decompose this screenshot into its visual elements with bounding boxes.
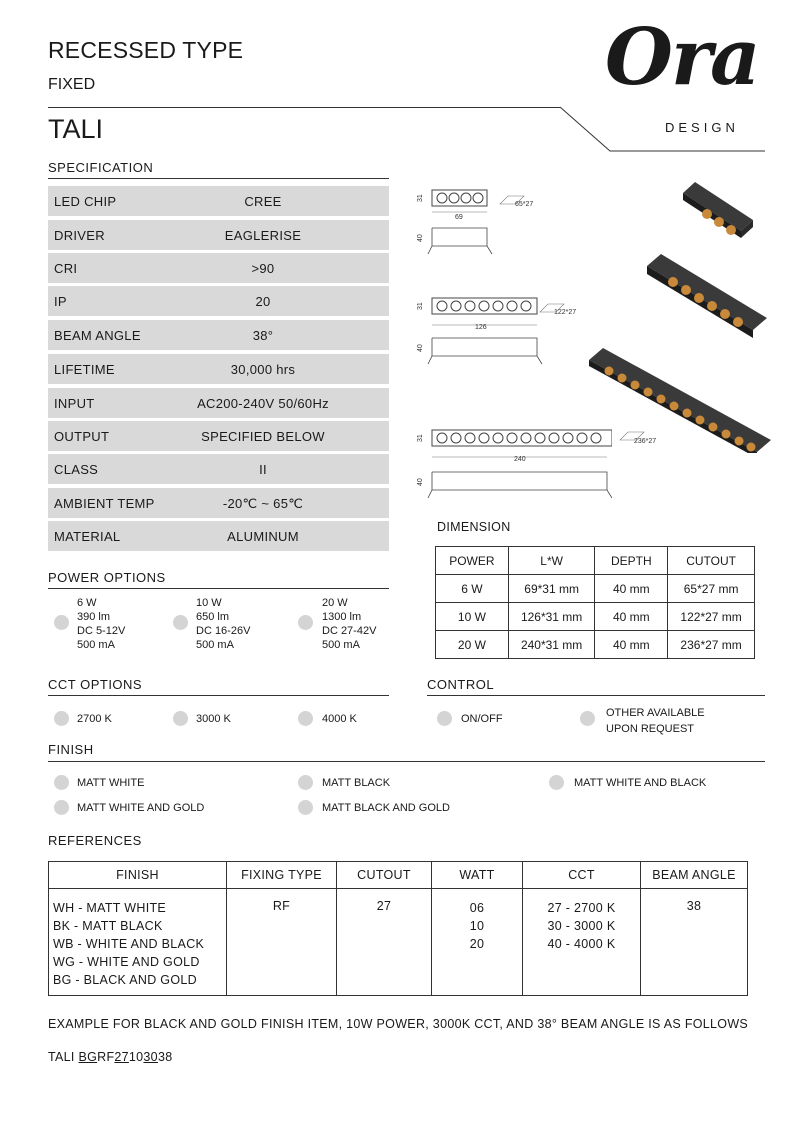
drawing-10w	[417, 298, 576, 364]
finish-matt-white-label: MATT WHITE	[77, 777, 145, 789]
finish-white-black-label: MATT WHITE AND BLACK	[574, 777, 707, 789]
references-cct-line: 40 - 4000 K	[547, 937, 616, 951]
spec-label: BEAM ANGLE	[54, 328, 141, 343]
cct-4000k-label: 4000 K	[322, 713, 357, 725]
dimension-header: DEPTH	[595, 547, 668, 575]
references-finish-cell	[49, 889, 227, 996]
references-header: BEAM ANGLE	[641, 862, 748, 889]
power-voltage: DC 5-12V	[77, 625, 126, 637]
example-code-prefix: TALI	[48, 1050, 79, 1064]
dimension-table	[435, 546, 755, 659]
drawing-height-6w: 31	[417, 194, 424, 202]
dimension-heading: DIMENSION	[437, 520, 511, 534]
references-finish-line: BG - BLACK AND GOLD	[53, 973, 197, 987]
references-finish-line: WB - WHITE AND BLACK	[53, 937, 205, 951]
power-watt: 6 W	[77, 597, 97, 609]
product-renders	[585, 178, 780, 453]
spec-value: II	[259, 462, 267, 477]
references-header: FIXING TYPE	[227, 862, 337, 889]
dimension-cell: 40 mm	[595, 631, 668, 659]
spec-row	[48, 454, 389, 484]
example-code-cct: 30	[143, 1050, 158, 1064]
references-table	[48, 861, 748, 996]
references-header: FINISH	[49, 862, 227, 889]
control-onoff-label: ON/OFF	[461, 713, 503, 725]
drawing-cutout-10w: 122*27	[554, 309, 577, 316]
spec-label: CLASS	[54, 462, 99, 477]
spec-row	[48, 186, 389, 216]
spec-row	[48, 421, 389, 451]
ora-design-logo	[595, 12, 775, 138]
references-cct-cell	[523, 889, 641, 996]
power-option-20w	[322, 596, 376, 652]
spec-row	[48, 488, 389, 518]
references-cutout-cell: 27	[337, 889, 432, 996]
power-lumen: 1300 lm	[322, 611, 362, 623]
dimension-cell: 6 W	[436, 575, 509, 603]
power-options-heading: POWER OPTIONS	[48, 570, 166, 585]
spec-value: CREE	[244, 194, 282, 209]
spec-row	[48, 253, 389, 283]
spec-value: ALUMINUM	[227, 529, 299, 544]
cct-options-heading: CCT OPTIONS	[48, 677, 143, 692]
finish-matt-white-radio[interactable]	[54, 775, 69, 790]
drawing-width-20w: 240	[514, 456, 526, 463]
spec-row	[48, 354, 389, 384]
references-row	[49, 889, 748, 996]
references-heading: REFERENCES	[48, 833, 142, 848]
example-code-watt: 10	[128, 1050, 144, 1064]
power-current: 500 mA	[322, 639, 360, 651]
dimension-cell: 40 mm	[595, 575, 668, 603]
power-option-6w-radio[interactable]	[54, 615, 69, 630]
power-option-10w	[196, 596, 250, 652]
references-header: WATT	[432, 862, 523, 889]
references-fixing-cell: RF	[227, 889, 337, 996]
control-other-label	[606, 705, 705, 737]
dimension-cell: 69*31 mm	[508, 575, 595, 603]
dimension-header: CUTOUT	[668, 547, 755, 575]
references-beam-cell: 38	[641, 889, 748, 996]
drawing-depth-10w: 40	[417, 344, 424, 352]
finish-matt-black-radio[interactable]	[298, 775, 313, 790]
dimension-cell: 20 W	[436, 631, 509, 659]
header-rule	[48, 107, 560, 108]
finish-heading: FINISH	[48, 742, 94, 757]
spec-value: EAGLERISE	[224, 228, 302, 243]
spec-value: SPECIFIED BELOW	[201, 429, 325, 444]
references-watt-line: 20	[469, 937, 485, 951]
product-name: TALI	[48, 114, 104, 144]
example-code	[48, 1050, 172, 1064]
finish-white-gold-label: MATT WHITE AND GOLD	[77, 802, 205, 814]
dimension-header: POWER	[436, 547, 509, 575]
specification-heading: SPECIFICATION	[48, 160, 154, 175]
spec-value: 20	[255, 294, 271, 309]
finish-black-gold-radio[interactable]	[298, 800, 313, 815]
dimension-header: L*W	[508, 547, 595, 575]
references-watt-cell	[432, 889, 523, 996]
spec-label: OUTPUT	[54, 429, 110, 444]
power-lumen: 390 lm	[77, 611, 111, 623]
dimension-row	[436, 603, 755, 631]
control-onoff-radio[interactable]	[437, 711, 452, 726]
spec-label: LIFETIME	[54, 362, 115, 377]
drawing-height-10w: 31	[417, 302, 424, 310]
finish-rule	[48, 761, 765, 762]
power-current: 500 mA	[196, 639, 234, 651]
control-other-line: UPON REQUEST	[606, 723, 695, 735]
logo-script: Ora	[605, 12, 759, 103]
type-title: RECESSED TYPE	[48, 37, 244, 63]
spec-label: CRI	[54, 261, 78, 276]
subtype-label: FIXED	[48, 76, 96, 93]
cct-3000k-label: 3000 K	[196, 713, 231, 725]
finish-matt-black-label: MATT BLACK	[322, 777, 391, 789]
spec-label: LED CHIP	[54, 194, 117, 209]
cct-3000k-radio[interactable]	[173, 711, 188, 726]
power-watt: 10 W	[196, 597, 222, 609]
drawing-depth-6w: 40	[417, 234, 424, 242]
dimension-header-row	[436, 547, 755, 575]
cct-2700k-label: 2700 K	[77, 713, 112, 725]
example-code-cutout: 27	[114, 1050, 129, 1064]
product-render-20w	[589, 348, 771, 453]
power-options-rule	[48, 588, 389, 589]
specification-rule	[48, 178, 389, 179]
spec-value: -20℃ ~ 65℃	[222, 496, 304, 511]
power-option-10w-radio[interactable]	[173, 615, 188, 630]
drawing-width-6w: 69	[455, 214, 463, 221]
power-voltage: DC 16-26V	[196, 625, 251, 637]
logo-word: DESIGN	[665, 120, 739, 135]
control-rule	[427, 695, 765, 696]
dimension-cell: 240*31 mm	[508, 631, 595, 659]
control-other-line: OTHER AVAILABLE	[606, 707, 705, 719]
references-cct-line: 27 - 2700 K	[547, 901, 616, 915]
drawing-cutout-20w: 236*27	[634, 438, 657, 445]
power-lumen: 650 lm	[196, 611, 230, 623]
power-option-20w-radio[interactable]	[298, 615, 313, 630]
drawing-width-10w: 126	[475, 324, 487, 331]
references-finish-line: WG - WHITE AND GOLD	[53, 955, 200, 969]
spec-label: INPUT	[54, 396, 95, 411]
dimension-cell: 236*27 mm	[668, 631, 755, 659]
spec-label: MATERIAL	[54, 529, 121, 544]
control-heading: CONTROL	[427, 677, 495, 692]
dimension-cell: 122*27 mm	[668, 603, 755, 631]
spec-row	[48, 388, 389, 418]
power-current: 500 mA	[77, 639, 115, 651]
drawing-height-20w: 31	[417, 434, 424, 442]
references-watt-line: 06	[469, 901, 485, 915]
example-text: EXAMPLE FOR BLACK AND GOLD FINISH ITEM, 10W POWER, 3000K CCT, AND 38° BEAM ANGLE IS AS FOLLOWS	[48, 1017, 749, 1031]
spec-value: 38°	[252, 328, 274, 343]
product-render-10w	[647, 254, 767, 338]
dimension-cell: 40 mm	[595, 603, 668, 631]
references-watt-line: 10	[469, 919, 485, 933]
product-render-6w	[683, 182, 753, 238]
drawing-cutout-6w: 65*27	[515, 201, 534, 208]
example-code-finish: BG	[78, 1050, 98, 1064]
control-other-radio[interactable]	[580, 711, 595, 726]
references-header: CUTOUT	[337, 862, 432, 889]
references-header: CCT	[523, 862, 641, 889]
finish-white-gold-radio[interactable]	[54, 800, 69, 815]
references-finish-line: BK - MATT BLACK	[53, 919, 163, 933]
dimension-row	[436, 575, 755, 603]
spec-value: AC200-240V 50/60Hz	[197, 396, 329, 411]
cct-4000k-radio[interactable]	[298, 711, 313, 726]
spec-row	[48, 521, 389, 551]
cct-2700k-radio[interactable]	[54, 711, 69, 726]
dimension-cell: 10 W	[436, 603, 509, 631]
power-option-6w	[77, 596, 125, 652]
references-finish-line: WH - MATT WHITE	[53, 901, 167, 915]
technical-drawings	[412, 180, 612, 510]
example-code-fixing: RF	[97, 1050, 115, 1064]
spec-row	[48, 320, 389, 350]
power-watt: 20 W	[322, 597, 348, 609]
spec-label: AMBIENT TEMP	[54, 496, 155, 511]
example-code-beam: 38	[157, 1050, 173, 1064]
finish-white-black-radio[interactable]	[549, 775, 564, 790]
spec-value: >90	[251, 261, 275, 276]
cct-options-rule	[48, 695, 389, 696]
drawing-depth-20w: 40	[417, 478, 424, 486]
dimension-cell: 126*31 mm	[508, 603, 595, 631]
spec-label: IP	[54, 294, 67, 309]
spec-row	[48, 286, 389, 316]
references-cct-line: 30 - 3000 K	[547, 919, 616, 933]
dimension-cell: 65*27 mm	[668, 575, 755, 603]
dimension-row	[436, 631, 755, 659]
drawing-6w	[417, 190, 533, 254]
finish-black-gold-label: MATT BLACK AND GOLD	[322, 802, 450, 814]
references-header-row	[49, 862, 748, 889]
spec-value: 30,000 hrs	[230, 362, 296, 377]
power-voltage: DC 27-42V	[322, 625, 377, 637]
spec-label: DRIVER	[54, 228, 105, 243]
spec-row	[48, 220, 389, 250]
drawing-20w	[417, 430, 612, 498]
